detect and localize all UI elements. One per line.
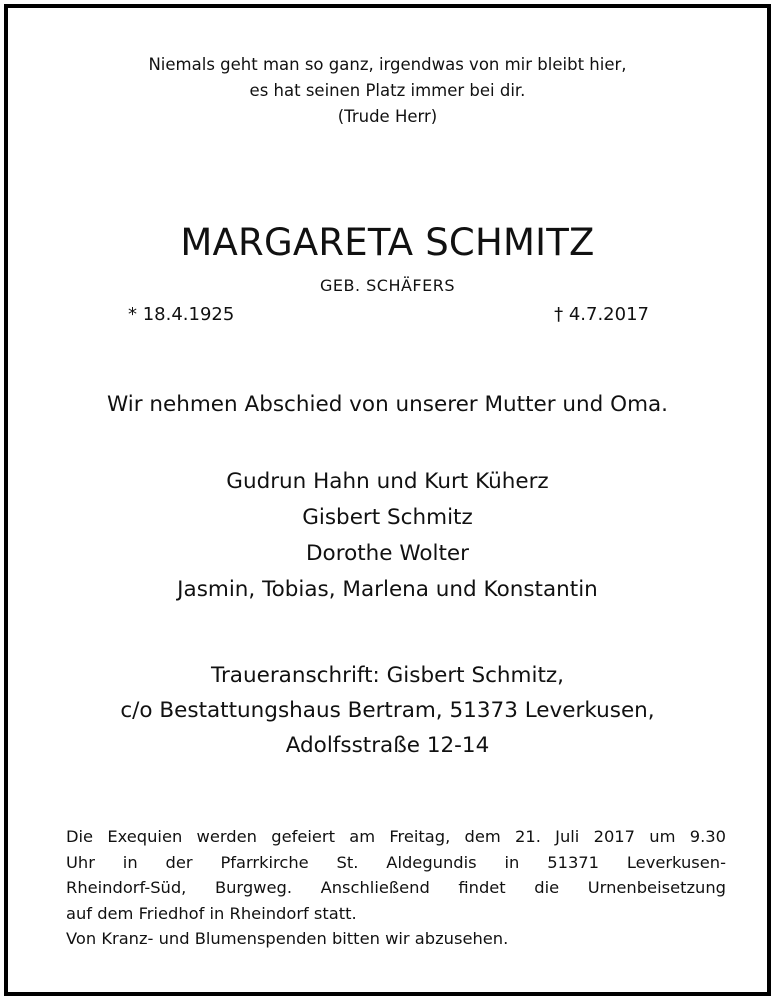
mourning-address xyxy=(8,658,767,763)
flower-note: Von Kranz- und Blumenspenden bitten wir abzusehen. xyxy=(66,929,509,948)
death-date: † 4.7.2017 xyxy=(554,304,649,325)
deceased-name: MARGARETA SCHMITZ xyxy=(180,221,595,264)
family-member: Dorothe Wolter xyxy=(306,541,469,566)
maiden-name: GEB. SCHÄFERS xyxy=(319,276,456,295)
service-line: Die Exequien werden gefeiert am Freitag, dem 21. Juli 2017 um 9.30 xyxy=(66,827,726,846)
quote-line: es hat seinen Platz immer bei dir. xyxy=(249,81,526,100)
quote-line: Niemals geht man so ganz, irgendwas von mir bleibt hier, xyxy=(148,55,627,74)
service-details xyxy=(66,824,726,952)
service-line: Rheindorf-Süd, Burgweg. Anschließend findet die Urnenbeisetzung xyxy=(66,878,726,897)
service-paragraph xyxy=(66,824,726,926)
address-line: Adolfsstraße 12-14 xyxy=(285,733,490,758)
service-line: Uhr in der Pfarrkirche St. Aldegundis in 51371 Leverkusen- xyxy=(66,852,726,872)
address-line: Traueranschrift: Gisbert Schmitz, xyxy=(210,663,565,688)
quote xyxy=(8,52,767,130)
family-member: Gisbert Schmitz xyxy=(302,505,473,530)
family-member: Jasmin, Tobias, Marlena und Konstantin xyxy=(177,577,598,602)
service-line: auf dem Friedhof in Rheindorf statt. xyxy=(66,903,357,923)
family-member: Gudrun Hahn und Kurt Küherz xyxy=(226,469,549,494)
quote-author: (Trude Herr) xyxy=(337,107,438,126)
farewell-text: Wir nehmen Abschied von unserer Mutter und Oma. xyxy=(106,392,669,417)
family-list xyxy=(8,464,767,608)
address-line: c/o Bestattungshaus Bertram, 51373 Leverkusen, xyxy=(120,698,655,723)
birth-date: * 18.4.1925 xyxy=(128,304,235,325)
obituary-frame xyxy=(4,4,771,996)
